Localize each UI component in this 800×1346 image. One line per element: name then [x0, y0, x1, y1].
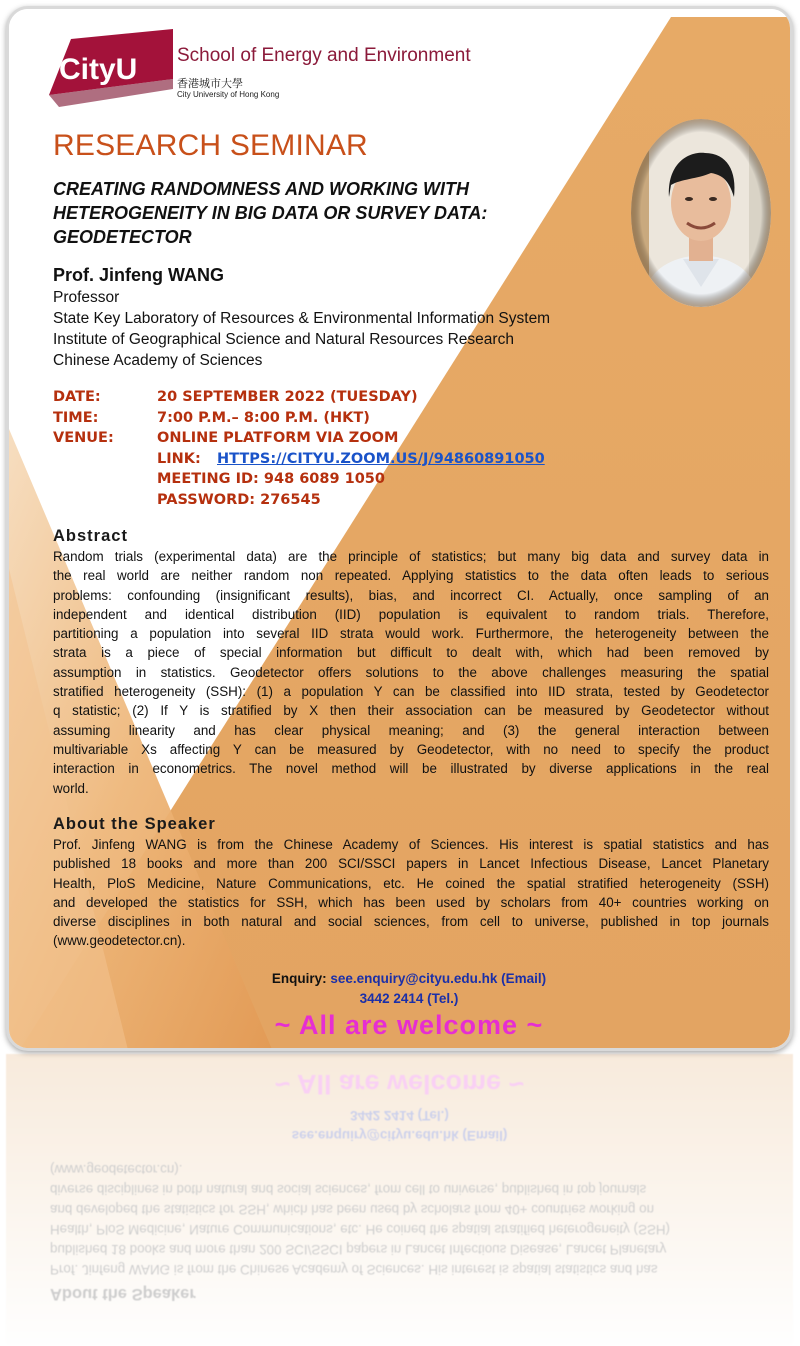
welcome-text: ~ All are welcome ~ [274, 1010, 544, 1040]
about-line: published 18 books and more than 200 SCI/SSCI papers in Lancet Infectious Disease, Lancet Planetary [53, 856, 769, 872]
university-english-name: City University of Hong Kong [177, 90, 280, 99]
about-text [53, 835, 769, 951]
abstract-line: q statistic; (2) If Y is stratified by X then their association can be measured by Geodetector without [53, 703, 769, 719]
speaker-affiliation: Institute of Geographical Science and Natural Resources Research [53, 331, 514, 348]
date-value: 20 SEPTEMBER 2022 (TUESDAY) [157, 389, 418, 405]
seminar-title [53, 177, 583, 249]
abstract-line: stratified heterogeneity (SSH): (1) a population Y can be classified into IID strata, tested by Geodetector [53, 684, 769, 700]
university-chinese-name: 香港城市大學 [177, 77, 243, 90]
about-line: and developed the statistics for SSH, which has been used by scholars from 40+ countries working on [53, 894, 769, 910]
meeting-id: MEETING ID: 948 6089 1050 [157, 471, 385, 487]
enquiry-email[interactable]: see.enquiry@cityu.edu.hk (Email) [330, 971, 547, 986]
poster-card [6, 6, 793, 1051]
title-line: HETEROGENEITY IN BIG DATA OR SURVEY DATA: [53, 203, 488, 223]
abstract-line: Random trials (experimental data) are the principle of statistics; but many big data and survey data in [53, 549, 769, 564]
zoom-link[interactable]: HTTPS://CITYU.ZOOM.US/J/94860891050 [217, 451, 545, 467]
abstract-text [53, 547, 769, 798]
abstract-line: problems: confounding (insignificant results), bias, and incorrect CI. Actually, once sampling of an [53, 587, 769, 603]
about-line: (www.geodetector.cn). [53, 933, 186, 949]
about-line: diverse disciplines in both natural and social sciences, from cell to universe, published in top journals [53, 914, 769, 930]
poster-reflection [6, 1054, 793, 1346]
abstract-heading: Abstract [53, 527, 128, 545]
school-name: School of Energy and Environment [177, 45, 471, 66]
about-heading: About the Speaker [53, 815, 216, 833]
speaker-affiliation: Chinese Academy of Sciences [53, 352, 263, 369]
reflection-line: and developed the statistics for SSH, which has been used by scholars from 40+ countries working on [50, 1202, 655, 1217]
abstract-line: world. [53, 780, 89, 796]
reflection-line: diverse disciplines in both natural and social sciences, from cell to universe, published in top journals [50, 1182, 647, 1197]
speaker-name: Prof. Jinfeng WANG [53, 265, 224, 285]
abstract-line: strata is a piece of special information but difficult to dealt with, which had been removed by [53, 645, 769, 661]
reflection-welcome: ~ All are welcome ~ [274, 1069, 525, 1099]
speaker-affiliation: State Key Laboratory of Resources & Environmental Information System [53, 310, 551, 327]
venue-label: VENUE: [53, 430, 114, 446]
abstract-line: assumption in statistics. Geodetector offers solutions to the above challenges measuring the spatial [53, 664, 769, 680]
title-line: GEODETECTOR [53, 227, 192, 247]
title-line: CREATING RANDOMNESS AND WORKING WITH [53, 179, 469, 199]
link-label: LINK: [157, 451, 201, 467]
abstract-line: independent and identical distribution (IID) population is equivalent to random trials. Therefore, [53, 606, 769, 622]
about-line: Prof. Jinfeng WANG is from the Chinese Academy of Sciences. His interest is spatial statistics and has [53, 837, 769, 852]
venue-value: ONLINE PLATFORM VIA ZOOM [157, 430, 399, 446]
speaker-position: Professor [53, 289, 120, 306]
reflection-line: Health, PloS Medicine, Nature Communications, etc. He coined the spatial stratified heterogeneity (SSH) [50, 1222, 670, 1237]
enquiry-tel: 3442 2414 (Tel.) [359, 991, 459, 1006]
date-label: DATE: [53, 389, 101, 405]
meeting-password: PASSWORD: 276545 [157, 492, 321, 508]
abstract-line: partitioning a population into several IID strata would work. Furthermore, the heterogeneity between the [53, 626, 769, 642]
abstract-line: multivariable Xs affecting Y can be measured by Geodetector, with no need to specify the product [53, 741, 769, 757]
speaker-portrait-icon [631, 119, 771, 307]
reflection-heading: About the Speaker [50, 1285, 196, 1303]
enquiry-line [9, 971, 793, 986]
abstract-line: interaction in econometrics. The novel method will be illustrated by diverse applications in the real [53, 761, 769, 777]
logo-text: CityU [59, 53, 138, 86]
seminar-heading: RESEARCH SEMINAR [53, 129, 368, 162]
abstract-line: the real world are neither random non repeated. Applying statistics to the data often leads to serious [53, 568, 769, 584]
reflection-tel: 3442 2414 (Tel.) [350, 1108, 449, 1123]
reflection-line: published 18 books and more than 200 SCI/SSCI papers in Lancet Infectious Disease, Lancet Planetary [50, 1242, 667, 1257]
about-line: Health, PloS Medicine, Nature Communications, etc. He coined the spatial stratified heterogeneity (SSH) [53, 875, 769, 891]
time-value: 7:00 P.M.– 8:00 P.M. (HKT) [157, 410, 370, 426]
reflection-line: Prof. Jinfeng WANG is from the Chinese Academy of Sciences. His interest is spatial statistics and has [50, 1262, 658, 1277]
abstract-line: assuming linearity and has clear physical meaning; and (3) the general interaction between [53, 722, 769, 738]
reflection-line: (www.geodetector.cn). [50, 1162, 183, 1177]
enquiry-label: Enquiry: [271, 971, 327, 986]
cityu-logo-icon [49, 29, 173, 107]
reflection-email: see.enquiry@cityu.edu.hk (Email) [291, 1128, 508, 1143]
time-label: TIME: [53, 410, 99, 426]
